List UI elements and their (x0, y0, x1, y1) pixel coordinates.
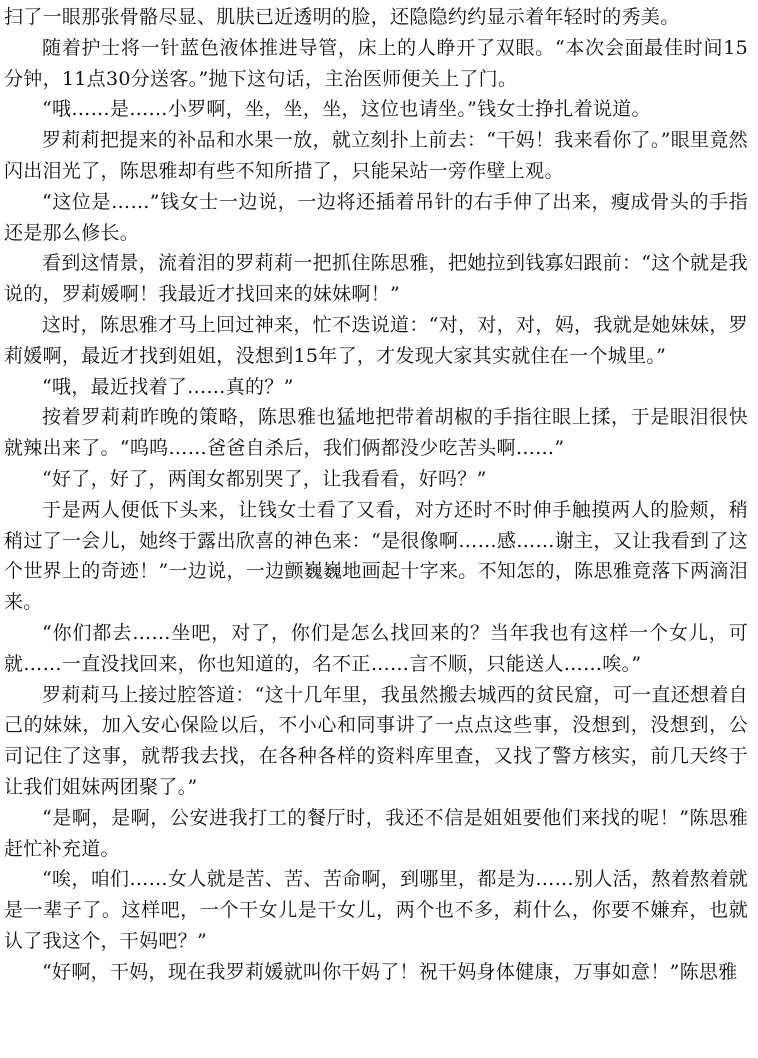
paragraph-1: 扫了一眼那张骨骼尽显、肌肤已近透明的脸，还隐隐约约显示着年轻时的秀美。 (4, 6, 680, 28)
paragraph-6: 看到这情景，流着泪的罗莉莉一把抓住陈思雅，把她拉到钱寡妇跟前：“这个就是我说的，罗莉媛啊！我最近才找回来的妹妹啊！” (4, 252, 748, 306)
paragraph-3: “哦……是……小罗啊，坐，坐，坐，这位也请坐。”钱女士挣扎着说道。 (42, 98, 651, 121)
paragraph-5: “这位是……”钱女士一边说，一边将还插着吊针的右手伸了出来，瘦成骨头的手指还是那么修长。 (4, 190, 748, 244)
paragraph-10: “好了，好了，两闺女都别哭了，让我看看，好吗？” (42, 467, 487, 490)
paragraph-8: “哦，最近找着了……真的？” (42, 375, 294, 398)
paragraph-2: 随着护士将一针蓝色液体推进导管，床上的人睁开了双眼。“本次会面最佳时间15分钟，11点30分送客。”抛下这句话，主治医师便关上了门。 (4, 36, 748, 90)
paragraph-11: 于是两人便低下头来，让钱女士看了又看，对方还时不时伸手触摸两人的脸颊，稍稍过了一会儿，她终于露出欣喜的神色来：“是很像啊……感……谢主，又让我看到了这个世界上的奇迹！”一边说，一边颤巍巍地画起十字来。不知怎的，陈思雅竟落下两滴泪来。 (4, 498, 748, 614)
paragraph-12: “你们都去……坐吧，对了，你们是怎么找回来的？当年我也有这样一个女儿，可就……一直没找回来，你也知道的，名不正……言不顺，只能送人……唉。” (4, 621, 748, 675)
paragraph-7: 这时，陈思雅才马上回过神来，忙不迭说道：“对，对，对，妈，我就是她妹妹，罗莉媛啊，最近才找到姐姐，没想到15年了，才发现大家其实就住在一个城里。” (4, 313, 748, 367)
paragraph-9: 按着罗莉莉昨晚的策略，陈思雅也猛地把带着胡椒的手指往眼上揉，于是眼泪很快就辣出来了。“呜呜……爸爸自杀后，我们俩都没少吃苦头啊……” (4, 406, 748, 460)
paragraph-16: “好啊，干妈，现在我罗莉媛就叫你干妈了！祝干妈身体健康，万事如意！”陈思雅 (42, 960, 738, 983)
paragraph-4: 罗莉莉把提来的补品和水果一放，就立刻扑上前去：“干妈！我来看你了。”眼里竟然闪出泪光了，陈思雅却有些不知所措了，只能呆站一旁作壁上观。 (4, 129, 748, 182)
paragraph-13: 罗莉莉马上接过腔答道：“这十几年里，我虽然搬去城西的贫民窟，可一直还想着自己的妹妹，加入安心保险以后，不小心和同事讲了一点点这些事，没想到，没想到，公司记住了这事，就帮我去找，在各种各样的资料库里查，又找了警方核实，前几天终于让我们姐妹两团聚了。” (4, 683, 748, 798)
paragraph-14: “是啊，是啊，公安进我打工的餐厅时，我还不信是姐姐要他们来找的呢！”陈思雅赶忙补充道。 (4, 806, 748, 860)
paragraph-15: “唉，咱们……女人就是苦、苦、苦命啊，到哪里，都是为……别人活，熬着熬着就是一辈子了。这样吧，一个干女儿是干女儿，两个也不多，莉什么，你要不嫌弃，也就认了我这个，干妈吧？” (4, 868, 748, 952)
